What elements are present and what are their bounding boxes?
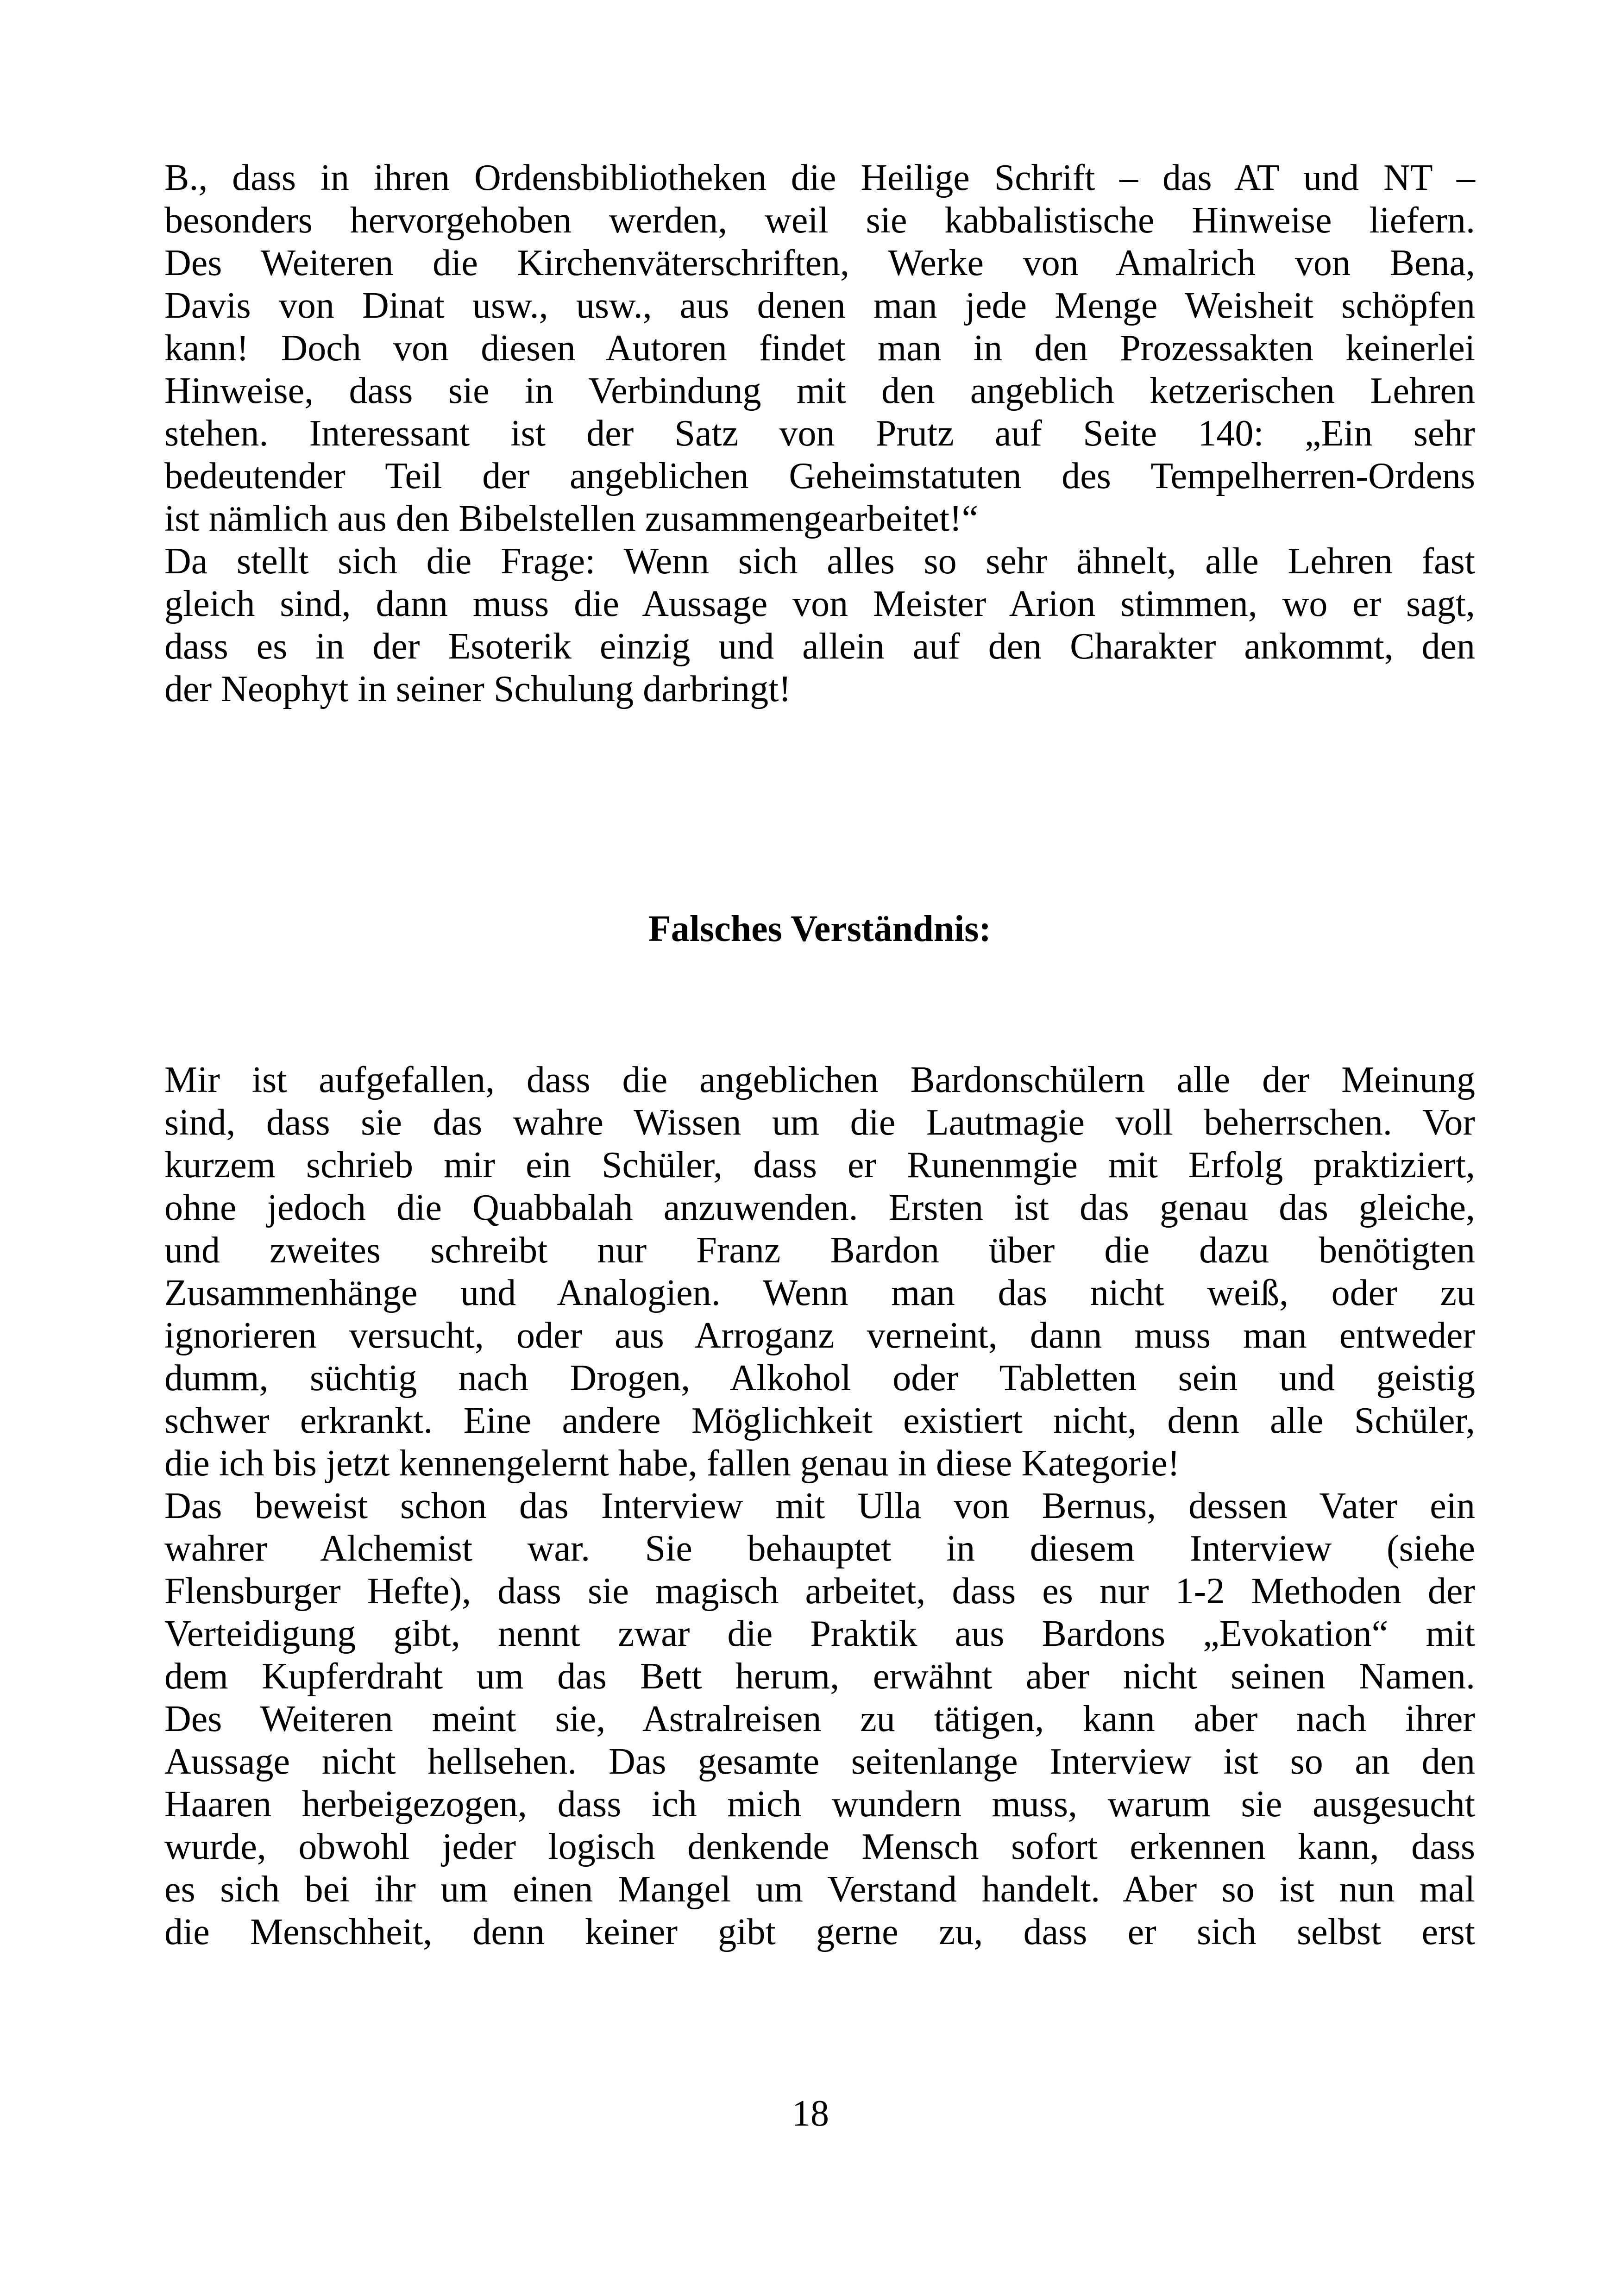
text-line: wurde, obwohl jeder logisch denkende Mensch sofort erkennen kann, dass xyxy=(164,1826,1475,1867)
text-line: bedeutender Teil der angeblichen Geheimstatuten des Tempelherren-Ordens xyxy=(164,456,1475,496)
text-line: Mir ist aufgefallen, dass die angeblichen Bardonschülern alle der Meinung xyxy=(164,1060,1475,1100)
text-line: ohne jedoch die Quabbalah anzuwenden. Ersten ist das genau das gleiche, xyxy=(164,1187,1475,1228)
text-line: schwer erkrankt. Eine andere Möglichkeit existiert nicht, denn alle Schüler, xyxy=(164,1400,1475,1441)
text-line: Verteidigung gibt, nennt zwar die Praktik aus Bardons „Evokation“ mit xyxy=(164,1613,1475,1654)
text-line: Haaren herbeigezogen, dass ich mich wundern muss, warum sie ausgesucht xyxy=(164,1784,1475,1825)
text-line: ist nämlich aus den Bibelstellen zusammengearbeitet!“ xyxy=(164,498,979,539)
paragraph-arion-question xyxy=(164,540,1475,710)
text-line: die Menschheit, denn keiner gibt gerne zu, dass er sich selbst erst xyxy=(164,1912,1475,1952)
text-line: Des Weiteren meint sie, Astralreisen zu tätigen, kann aber nach ihrer xyxy=(164,1699,1475,1739)
text-line: sind, dass sie das wahre Wissen um die Lautmagie voll beherrschen. Vor xyxy=(164,1102,1475,1143)
page-body xyxy=(164,157,1475,1952)
section-heading: Falsches Verständnis: xyxy=(648,909,992,949)
paragraph-templar-sources xyxy=(164,157,1475,540)
text-line: besonders hervorgehoben werden, weil sie kabbalistische Hinweise liefern. xyxy=(164,200,1475,241)
text-line: Das beweist schon das Interview mit Ulla von Bernus, dessen Vater ein xyxy=(164,1486,1475,1526)
text-line: Da stellt sich die Frage: Wenn sich alles so sehr ähnelt, alle Lehren fast xyxy=(164,541,1475,582)
text-line: wahrer Alchemist war. Sie behauptet in diesem Interview (siehe xyxy=(164,1528,1475,1569)
text-line: ignorieren versucht, oder aus Arroganz verneint, dann muss man entweder xyxy=(164,1315,1475,1356)
section-falsches-verstaendnis xyxy=(164,1059,1475,1953)
text-line: und zweites schreibt nur Franz Bardon über die dazu benötigten xyxy=(164,1230,1475,1271)
text-line: kann! Doch von diesen Autoren findet man in den Prozessakten keinerlei xyxy=(164,328,1475,369)
text-line: Des Weiteren die Kirchenväterschriften, Werke von Amalrich von Bena, xyxy=(164,243,1475,283)
text-line: dem Kupferdraht um das Bett herum, erwähnt aber nicht seinen Namen. xyxy=(164,1656,1475,1697)
text-line: gleich sind, dann muss die Aussage von Meister Arion stimmen, wo er sagt, xyxy=(164,583,1475,624)
text-line: dumm, süchtig nach Drogen, Alkohol oder Tabletten sein und geistig xyxy=(164,1358,1475,1399)
page-number: 18 xyxy=(792,2093,829,2134)
text-line: dass es in der Esoterik einzig und allein auf den Charakter ankommt, den xyxy=(164,626,1475,667)
text-line: Davis von Dinat usw., usw., aus denen man jede Menge Weisheit schöpfen xyxy=(164,285,1475,326)
paragraph-bardon-students xyxy=(164,1059,1475,1485)
text-line: Hinweise, dass sie in Verbindung mit den angeblich ketzerischen Lehren xyxy=(164,370,1475,411)
text-line: stehen. Interessant ist der Satz von Prutz auf Seite 140: „Ein sehr xyxy=(164,413,1475,454)
text-line: es sich bei ihr um einen Mangel um Verstand handelt. Aber so ist nun mal xyxy=(164,1869,1475,1910)
text-line: Aussage nicht hellsehen. Das gesamte seitenlange Interview ist so an den xyxy=(164,1741,1475,1782)
text-line: kurzem schrieb mir ein Schüler, dass er Runenmgie mit Erfolg praktiziert, xyxy=(164,1145,1475,1186)
paragraph-bernus-interview xyxy=(164,1485,1475,1953)
text-line: die ich bis jetzt kennengelernt habe, fallen genau in diese Kategorie! xyxy=(164,1443,1180,1484)
text-line: der Neophyt in seiner Schulung darbringt! xyxy=(164,669,792,709)
text-line: Flensburger Hefte), dass sie magisch arbeitet, dass es nur 1-2 Methoden der xyxy=(164,1571,1475,1612)
text-line: Zusammenhänge und Analogien. Wenn man das nicht weiß, oder zu xyxy=(164,1273,1475,1313)
text-line: B., dass in ihren Ordensbibliotheken die Heilige Schrift – das AT und NT – xyxy=(164,157,1475,198)
